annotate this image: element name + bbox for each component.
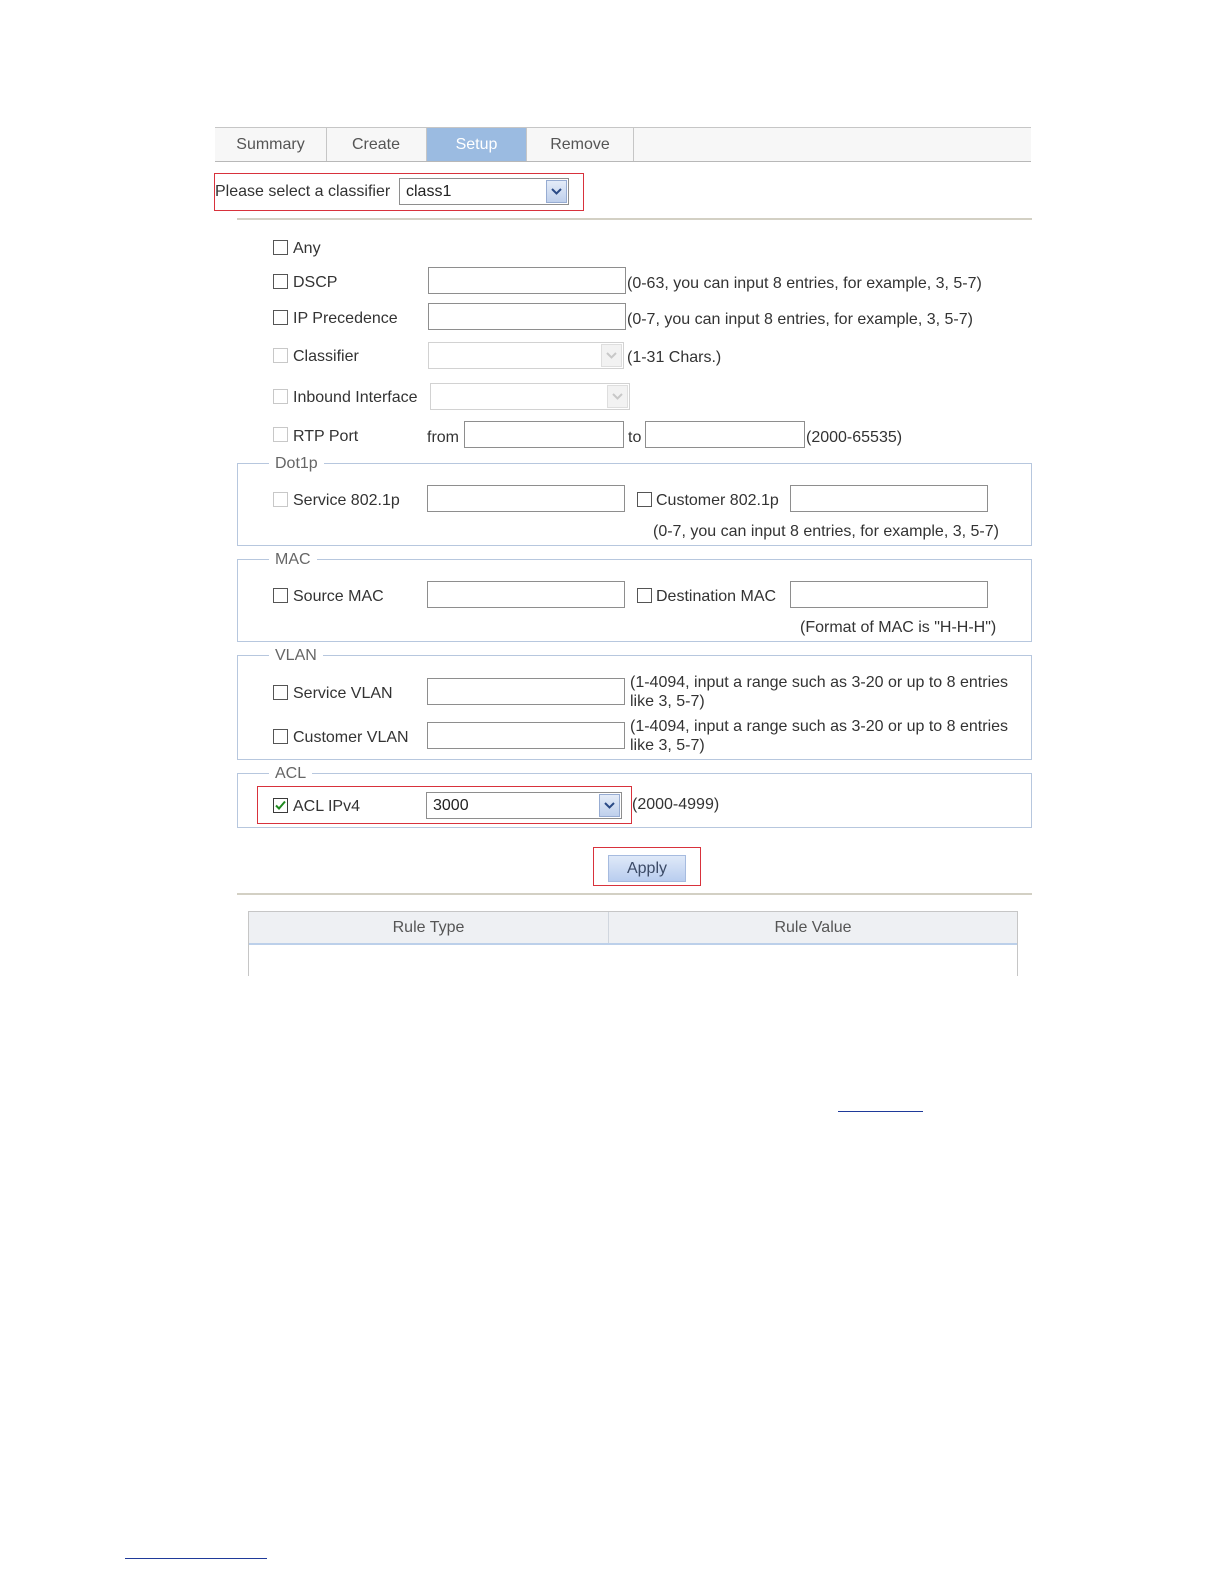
rtp-port-from-label: from [427, 429, 459, 446]
chevron-down-icon [601, 344, 622, 367]
rule-table-header [249, 912, 1017, 945]
source-mac-checkbox[interactable] [273, 588, 288, 603]
customer-vlan-input[interactable] [427, 722, 625, 749]
vlan-legend: VLAN [269, 647, 323, 665]
tab-create[interactable]: Create [326, 128, 427, 161]
ip-precedence-label: IP Precedence [293, 310, 398, 327]
destination-mac-input[interactable] [790, 581, 988, 608]
rtp-port-checkbox[interactable] [273, 427, 288, 442]
destination-mac-checkbox[interactable] [637, 588, 652, 603]
dot1p-hint: (0-7, you can input 8 entries, for example, 3, 5-7) [653, 523, 999, 540]
rule-table [248, 911, 1018, 976]
classifier-rule-checkbox[interactable] [273, 348, 288, 363]
inbound-interface-checkbox[interactable] [273, 389, 288, 404]
acl-ipv4-hint: (2000-4999) [632, 796, 720, 813]
classifier-select-value: class1 [406, 183, 452, 200]
rule-type-header[interactable]: Rule Type [249, 912, 609, 943]
acl-ipv4-label: ACL IPv4 [293, 798, 360, 815]
dscp-hint: (0-63, you can input 8 entries, for example, 3, 5-7) [627, 275, 982, 292]
any-checkbox[interactable] [273, 240, 288, 255]
mac-legend: MAC [269, 551, 317, 569]
service-vlan-hint-line2: like 3, 5-7) [630, 693, 705, 710]
tab-bar [215, 127, 1031, 162]
customer-vlan-label: Customer VLAN [293, 729, 409, 746]
dot1p-legend: Dot1p [269, 455, 324, 473]
apply-button[interactable]: Apply [608, 855, 686, 882]
classifier-highlight-box [214, 173, 584, 211]
customer-vlan-hint-line1: (1-4094, input a range such as 3-20 or up to 8 entries [630, 718, 1009, 735]
dscp-label: DSCP [293, 274, 338, 291]
classifier-rule-hint: (1-31 Chars.) [627, 349, 722, 366]
inbound-interface-label: Inbound Interface [293, 389, 418, 406]
acl-legend: ACL [269, 765, 312, 783]
rtp-port-from-input[interactable] [464, 421, 624, 448]
acl-highlight-box [257, 786, 632, 824]
rule-value-header[interactable]: Rule Value [774, 918, 852, 936]
customer-8021p-label: Customer 802.1p [656, 492, 779, 509]
acl-ipv4-select-value: 3000 [433, 797, 469, 814]
ip-precedence-input[interactable] [428, 303, 626, 330]
rtp-port-hint: (2000-65535) [806, 429, 903, 446]
service-8021p-checkbox[interactable] [273, 492, 288, 507]
source-mac-label: Source MAC [293, 588, 384, 605]
service-8021p-label: Service 802.1p [293, 492, 400, 509]
service-vlan-hint-line1: (1-4094, input a range such as 3-20 or up to 8 entries [630, 674, 1009, 691]
customer-vlan-hint-line2: like 3, 5-7) [630, 737, 705, 754]
apply-highlight-box [593, 847, 701, 886]
footnote-underline [125, 1558, 267, 1559]
ip-precedence-checkbox[interactable] [273, 310, 288, 325]
inbound-interface-select[interactable] [430, 383, 630, 410]
dscp-input[interactable] [428, 267, 626, 294]
rtp-port-label: RTP Port [293, 428, 359, 445]
customer-8021p-checkbox[interactable] [637, 492, 652, 507]
classifier-select-label: Please select a classifier [215, 183, 391, 200]
dscp-checkbox[interactable] [273, 274, 288, 289]
destination-mac-label: Destination MAC [656, 588, 777, 605]
tab-remove[interactable]: Remove [527, 128, 634, 161]
divider-bottom [237, 893, 1032, 895]
tab-summary[interactable]: Summary [215, 128, 327, 161]
service-vlan-input[interactable] [427, 678, 625, 705]
divider-top [237, 218, 1032, 220]
link-underline [838, 1111, 923, 1112]
rtp-port-to-input[interactable] [645, 421, 805, 448]
source-mac-input[interactable] [427, 581, 625, 608]
classifier-rule-label: Classifier [293, 348, 359, 365]
ip-precedence-hint: (0-7, you can input 8 entries, for example, 3, 5-7) [627, 311, 973, 328]
classifier-rule-select[interactable] [428, 342, 624, 369]
tab-setup[interactable]: Setup [427, 128, 527, 161]
customer-8021p-input[interactable] [790, 485, 988, 512]
service-vlan-label: Service VLAN [293, 685, 393, 702]
mac-hint: (Format of MAC is "H-H-H") [800, 619, 997, 636]
rtp-port-to-label: to [628, 429, 642, 446]
service-vlan-checkbox[interactable] [273, 685, 288, 700]
service-8021p-input[interactable] [427, 485, 625, 512]
chevron-down-icon [607, 385, 628, 408]
customer-vlan-checkbox[interactable] [273, 729, 288, 744]
any-label: Any [293, 240, 321, 257]
